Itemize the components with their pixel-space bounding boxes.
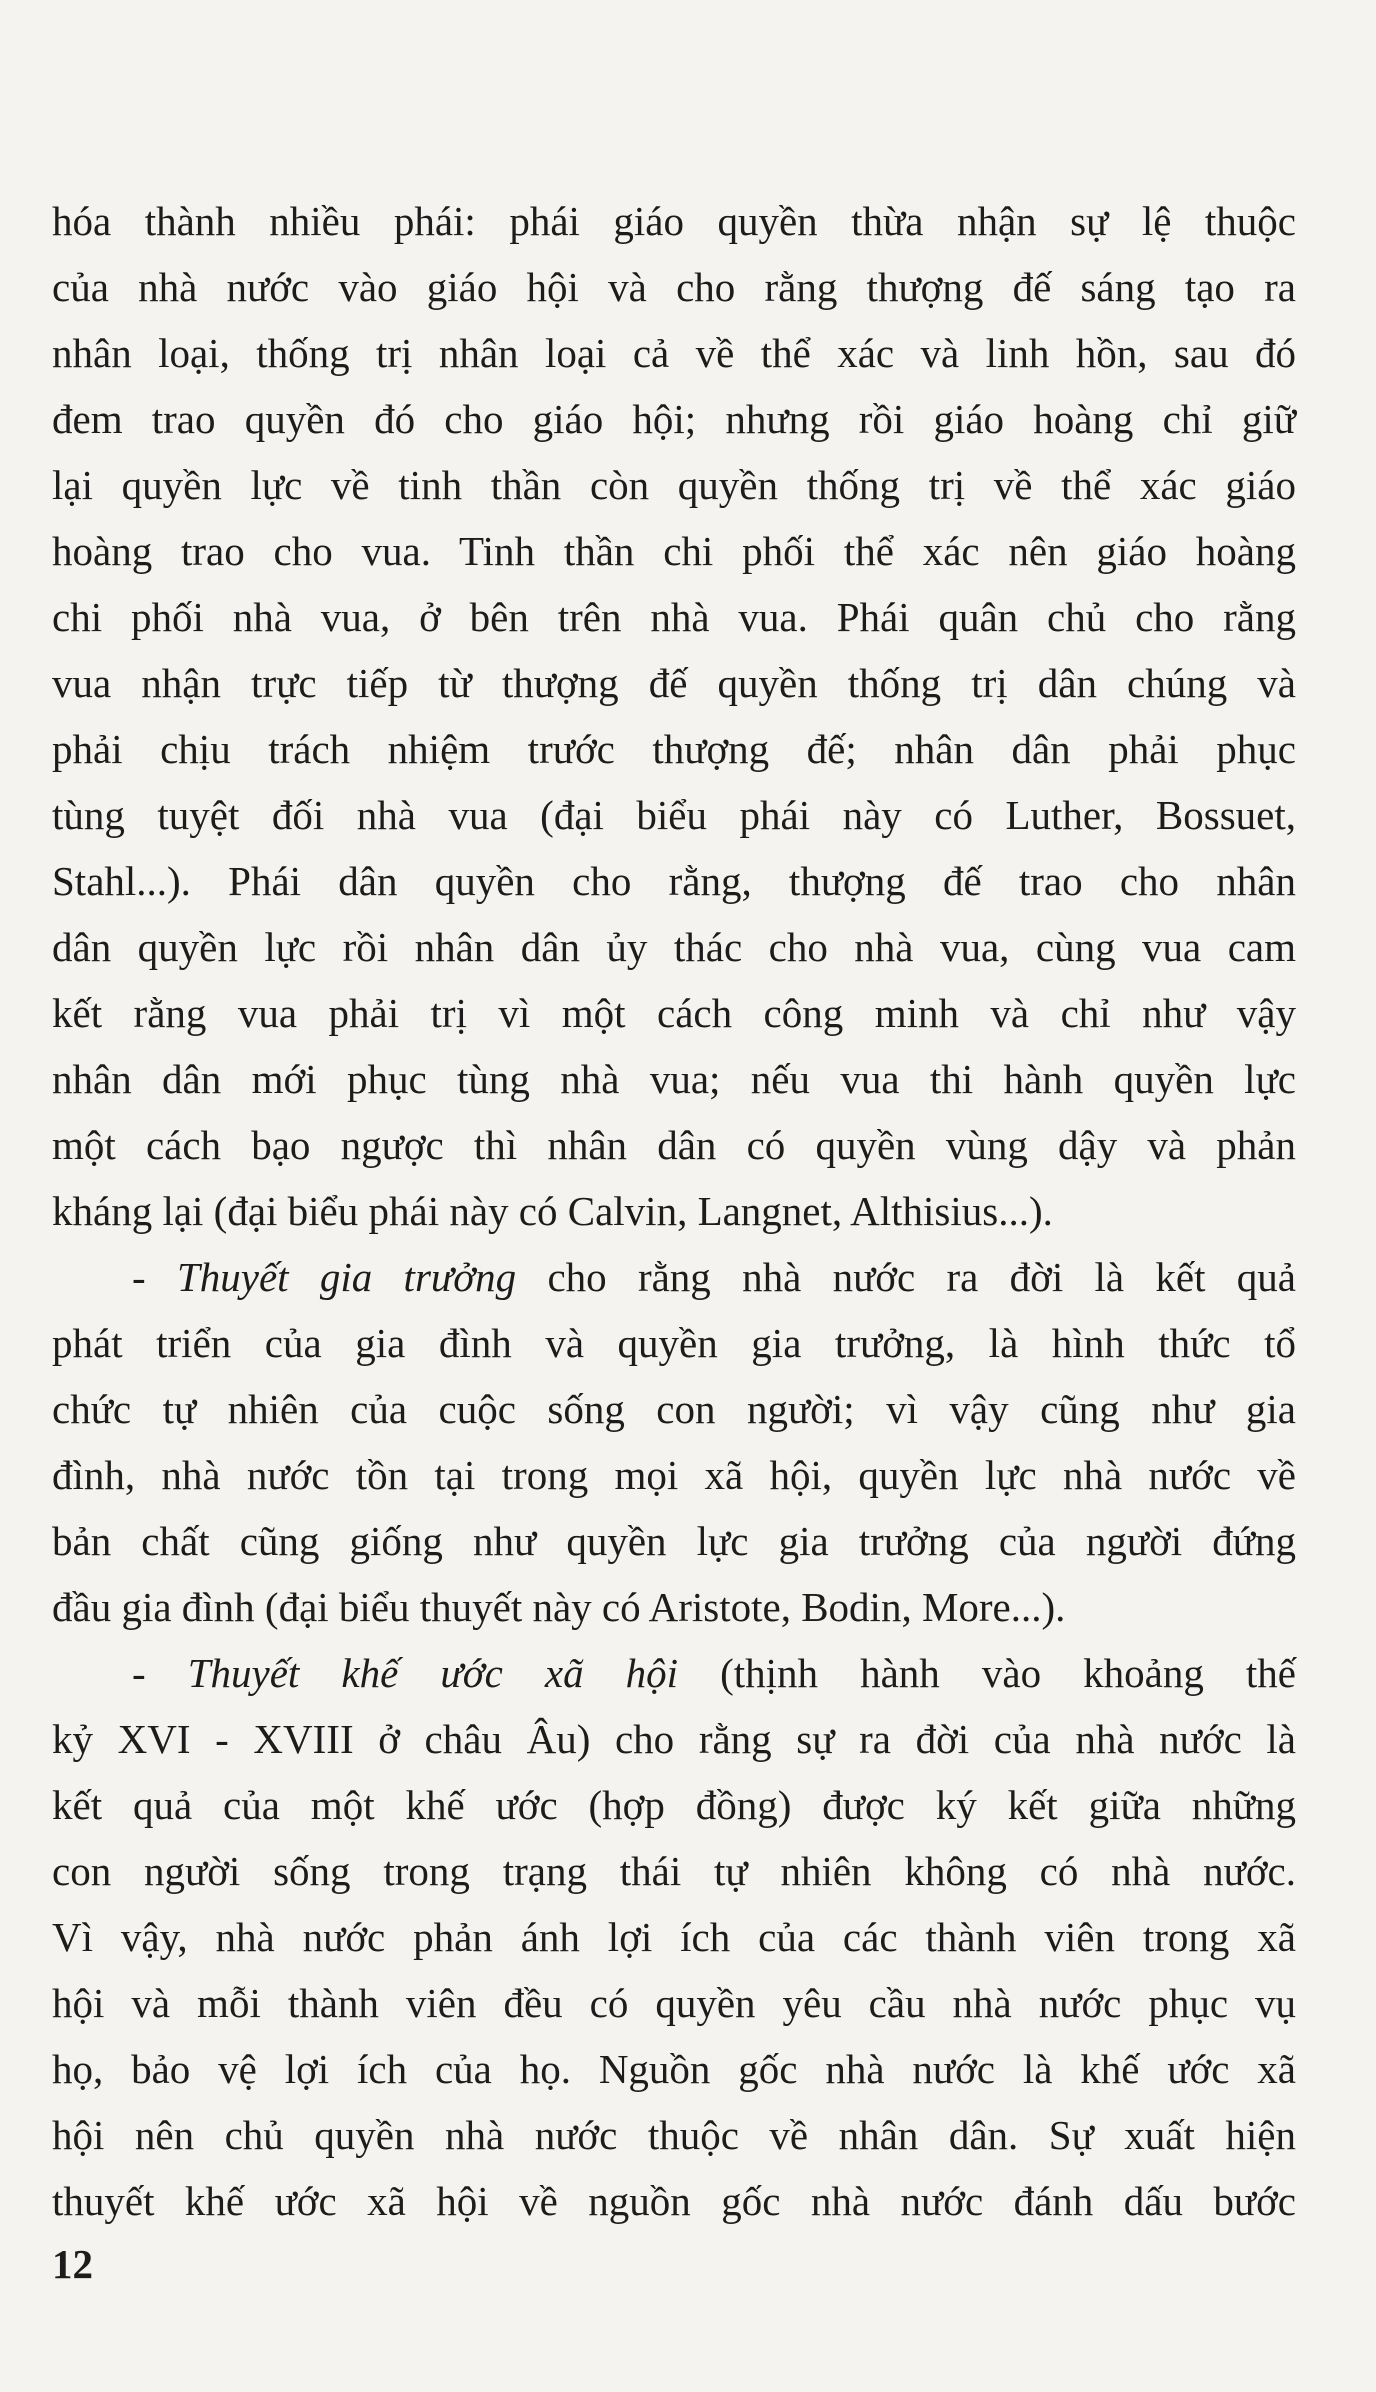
text-line: nhân dân mới phục tùng nhà vua; nếu vua thi hành quyền lực xyxy=(52,1056,1296,1102)
text-line: kháng lại (đại biểu phái này có Calvin, Langnet, Althisius...). xyxy=(52,1188,1053,1234)
text-line: lại quyền lực về tinh thần còn quyền thống trị về thể xác giáo xyxy=(52,462,1296,508)
dash: - xyxy=(132,1650,188,1696)
page-body-text xyxy=(52,188,1296,2234)
text-line: thuyết khế ước xã hội về nguồn gốc nhà nước đánh dấu bước xyxy=(52,2178,1296,2224)
dash: - xyxy=(132,1254,177,1300)
text-line: phải chịu trách nhiệm trước thượng đế; nhân dân phải phục xyxy=(52,726,1296,772)
text-line: kết quả của một khế ước (hợp đồng) được ký kết giữa những xyxy=(52,1782,1296,1828)
text-line: kết rằng vua phải trị vì một cách công minh và chỉ như vậy xyxy=(52,990,1296,1036)
paragraph-first-line xyxy=(52,1640,1296,1706)
paragraph-first-line xyxy=(52,1244,1296,1310)
text-line: kỷ XVI - XVIII ở châu Âu) cho rằng sự ra đời của nhà nước là xyxy=(52,1716,1296,1762)
theory-term: Thuyết gia trưởng xyxy=(176,1254,517,1300)
text-line: hoàng trao cho vua. Tinh thần chi phối thể xác nên giáo hoàng xyxy=(52,528,1296,574)
text-line: tùng tuyệt đối nhà vua (đại biểu phái này có Luther, Bossuet, xyxy=(52,792,1296,838)
text-line: Stahl...). Phái dân quyền cho rằng, thượng đế trao cho nhân xyxy=(52,858,1296,904)
line-rest: (thịnh hành vào khoảng thế xyxy=(678,1650,1297,1696)
line-rest: cho rằng nhà nước ra đời là kết quả xyxy=(516,1254,1296,1300)
text-line: bản chất cũng giống như quyền lực gia trưởng của người đứng xyxy=(52,1518,1296,1564)
text-line: hóa thành nhiều phái: phái giáo quyền thừa nhận sự lệ thuộc xyxy=(52,198,1296,244)
text-line: Vì vậy, nhà nước phản ánh lợi ích của các thành viên trong xã xyxy=(52,1914,1296,1960)
text-line: của nhà nước vào giáo hội và cho rằng thượng đế sáng tạo ra xyxy=(52,264,1296,310)
text-line: con người sống trong trạng thái tự nhiên không có nhà nước. xyxy=(52,1848,1296,1894)
text-line: chi phối nhà vua, ở bên trên nhà vua. Phái quân chủ cho rằng xyxy=(52,594,1296,640)
text-line: phát triển của gia đình và quyền gia trưởng, là hình thức tổ xyxy=(52,1320,1296,1366)
text-line: vua nhận trực tiếp từ thượng đế quyền thống trị dân chúng và xyxy=(52,660,1296,706)
text-line: đầu gia đình (đại biểu thuyết này có Aristote, Bodin, More...). xyxy=(52,1584,1066,1630)
text-line: hội và mỗi thành viên đều có quyền yêu cầu nhà nước phục vụ xyxy=(52,1980,1296,2026)
theory-term: Thuyết khế ước xã hội xyxy=(187,1650,679,1696)
text-line: chức tự nhiên của cuộc sống con người; vì vậy cũng như gia xyxy=(52,1386,1296,1432)
text-line: đem trao quyền đó cho giáo hội; nhưng rồi giáo hoàng chỉ giữ xyxy=(52,396,1296,442)
text-line: đình, nhà nước tồn tại trong mọi xã hội, quyền lực nhà nước về xyxy=(52,1452,1296,1498)
text-line: nhân loại, thống trị nhân loại cả về thể xác và linh hồn, sau đó xyxy=(52,330,1296,376)
page-number: 12 xyxy=(52,2241,93,2287)
text-line: hội nên chủ quyền nhà nước thuộc về nhân dân. Sự xuất hiện xyxy=(52,2112,1296,2158)
text-line: họ, bảo vệ lợi ích của họ. Nguồn gốc nhà nước là khế ước xã xyxy=(52,2046,1296,2092)
text-line: một cách bạo ngược thì nhân dân có quyền vùng dậy và phản xyxy=(52,1122,1296,1168)
text-line: dân quyền lực rồi nhân dân ủy thác cho nhà vua, cùng vua cam xyxy=(52,924,1296,970)
